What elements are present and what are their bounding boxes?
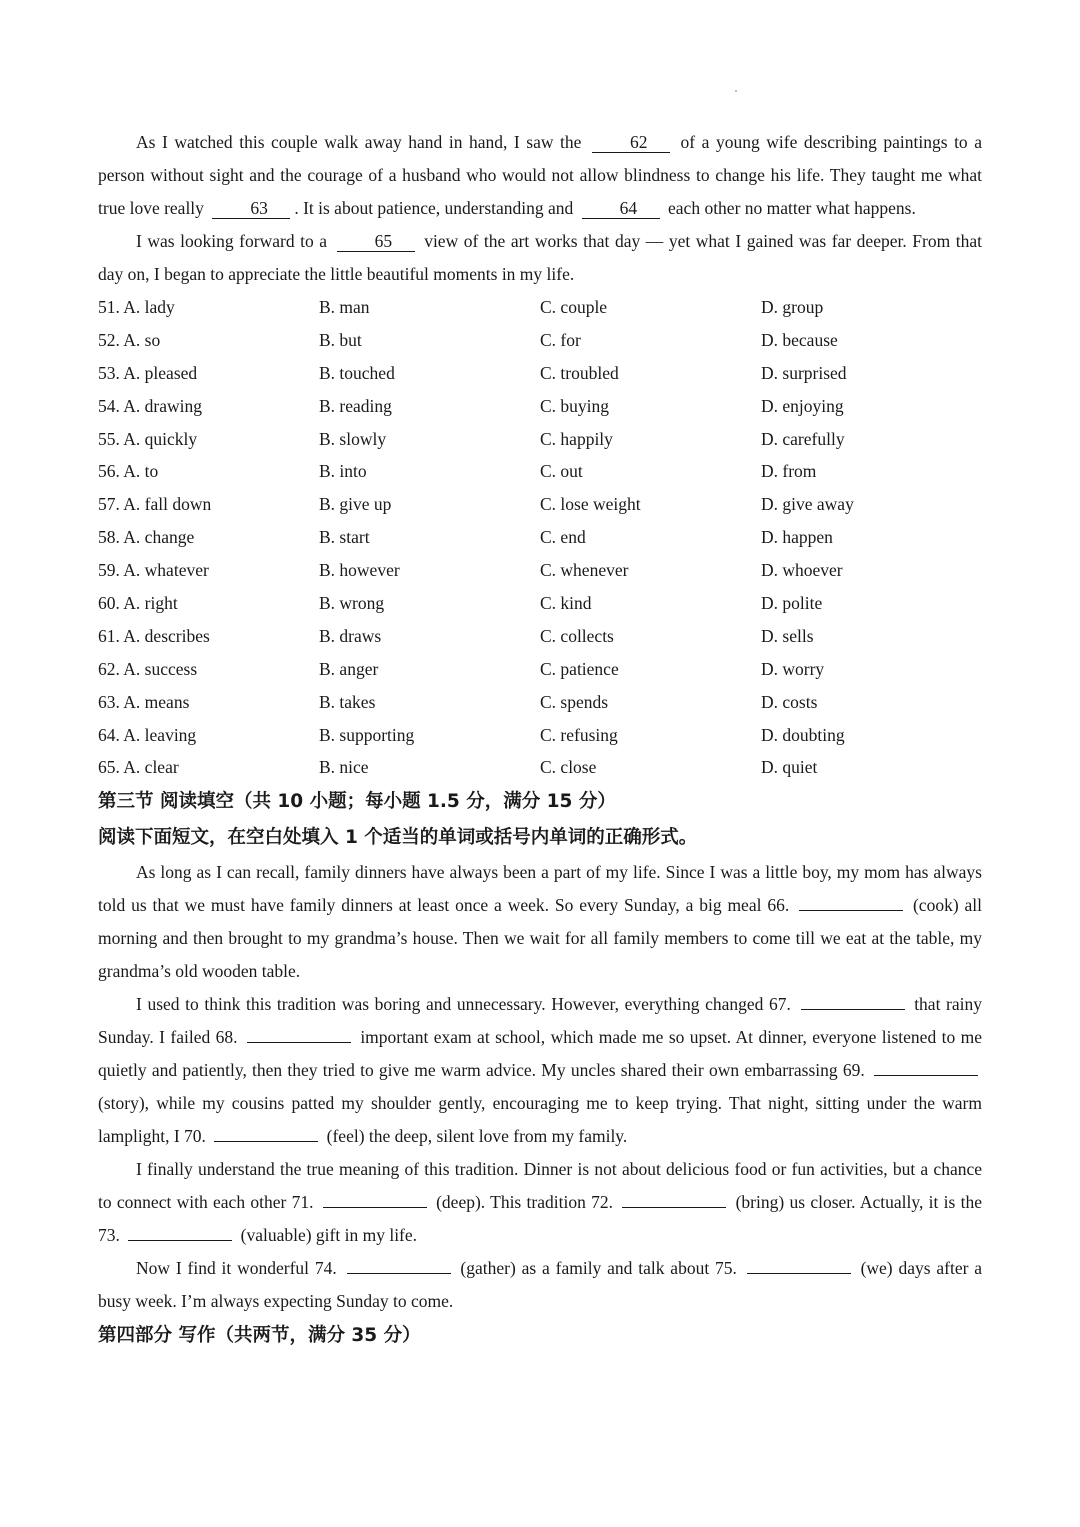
option-b: B. reading (319, 395, 392, 416)
option-row (98, 686, 982, 719)
option-d: D. give away (761, 494, 854, 515)
option-row (98, 587, 982, 620)
blank-62: 62 (592, 132, 670, 153)
option-row (98, 390, 982, 423)
blank-70[interactable] (214, 1141, 318, 1142)
scan-dot (735, 90, 737, 92)
option-a: 64. A. leaving (98, 724, 197, 745)
option-a: 56. A. to (98, 461, 159, 482)
option-d: D. happen (761, 527, 833, 548)
option-a: 58. A. change (98, 527, 195, 548)
option-a: 51. A. lady (98, 297, 175, 317)
cloze-paragraph-4 (98, 1252, 982, 1318)
blank-63: 63 (212, 198, 290, 219)
option-b: B. give up (319, 494, 392, 515)
option-d: D. doubting (761, 724, 845, 745)
option-c: C. refusing (540, 724, 618, 745)
option-d: D. polite (761, 593, 823, 614)
option-a: 52. A. so (98, 329, 161, 350)
option-b: B. nice (319, 757, 369, 778)
option-row (98, 455, 982, 488)
text: (valuable) gift in my life. (240, 1225, 418, 1246)
option-c: C. whenever (540, 560, 629, 581)
option-row (98, 357, 982, 390)
text: I finally understand the true meaning of this tradition. Dinner is not about delicious food or fun activities, but a chance to connect with each other 71. (98, 1159, 982, 1213)
option-b: B. wrong (319, 593, 385, 614)
text: (gather) as a family and talk about 75. (460, 1258, 737, 1279)
exam-page (98, 126, 982, 1354)
blank-72[interactable] (622, 1207, 726, 1208)
option-row (98, 620, 982, 653)
blank-73[interactable] (128, 1240, 232, 1241)
option-a: 61. A. describes (98, 625, 210, 646)
option-b: B. into (319, 461, 367, 482)
passage-paragraph-1 (98, 126, 982, 225)
option-row (98, 653, 982, 686)
option-d: D. group (761, 297, 824, 317)
cloze-paragraph-1 (98, 856, 982, 988)
blank-68[interactable] (247, 1042, 351, 1043)
text: (bring) us closer. Actually, it is the 73. (98, 1192, 983, 1246)
text: important exam at school, which made me so upset. At dinner, everyone listened to me quietly and patiently, then they tried to give me warm advice. My uncles shared their own embarrassing 69. (98, 1027, 982, 1081)
section4-heading: 第四部分 写作（共两节，满分 35 分） (98, 1325, 421, 1347)
text: As I watched this couple walk away hand in hand, I saw the (136, 132, 582, 152)
text: each other no matter what happens. (668, 198, 916, 218)
option-d: D. sells (761, 625, 814, 646)
passage-paragraph-2 (98, 225, 982, 291)
text: I was looking forward to a (136, 231, 328, 251)
blank-69[interactable] (874, 1075, 978, 1076)
text: Now I find it wonderful 74. (136, 1258, 337, 1279)
blank-75[interactable] (747, 1273, 851, 1274)
blank-66[interactable] (799, 910, 903, 911)
option-row (98, 291, 982, 324)
option-b: B. touched (319, 362, 395, 383)
option-b: B. man (319, 297, 370, 317)
option-b: B. draws (319, 625, 382, 646)
option-b: B. anger (319, 658, 379, 679)
option-b: B. supporting (319, 724, 415, 745)
option-c: C. lose weight (540, 494, 641, 515)
option-a: 54. A. drawing (98, 395, 203, 416)
option-c: C. end (540, 527, 586, 548)
blank-74[interactable] (347, 1273, 451, 1274)
text: view of the art works that day — yet what I gained was far deeper. From that day on, I began to appreciate the little beautiful moments in my life. (98, 231, 982, 284)
text: . It is about patience, understanding and (294, 198, 574, 218)
option-d: D. surprised (761, 362, 847, 383)
option-row (98, 488, 982, 521)
cloze-paragraph-3 (98, 1153, 982, 1252)
text: of a young wife describing paintings to a person without sight and the courage of a husband who would not allow blindness to change his life. They taught me what true love really (98, 132, 982, 218)
option-row (98, 751, 982, 784)
option-b: B. but (319, 329, 362, 350)
option-row (98, 719, 982, 752)
cloze-paragraph-2 (98, 988, 982, 1153)
option-d: D. because (761, 329, 838, 350)
option-c: C. kind (540, 593, 592, 614)
option-c: C. close (540, 757, 597, 778)
option-b: B. takes (319, 691, 376, 712)
option-d: D. whoever (761, 560, 843, 581)
text: (story), while my cousins patted my shoulder gently, encouraging me to keep trying. That night, sitting under the warm lamplight, I 70. (98, 1093, 982, 1147)
option-row (98, 324, 982, 357)
text: I used to think this tradition was boring and unnecessary. However, everything changed 67. (136, 994, 791, 1015)
option-a: 63. A. means (98, 691, 190, 712)
section3-instruction: 阅读下面短文，在空白处填入 1 个适当的单词或括号内单词的正确形式。 (98, 827, 698, 849)
option-row (98, 423, 982, 456)
option-d: D. costs (761, 691, 818, 712)
option-d: D. from (761, 461, 817, 482)
section3-heading: 第三节 阅读填空（共 10 小题；每小题 1.5 分，满分 15 分） (98, 791, 616, 813)
option-c: C. for (540, 329, 581, 350)
option-d: D. worry (761, 658, 825, 679)
text: that rainy Sunday. I failed 68. (98, 994, 983, 1048)
option-d: D. quiet (761, 757, 818, 778)
blank-67[interactable] (801, 1009, 905, 1010)
text: (deep). This tradition 72. (436, 1192, 614, 1213)
text: (cook) all morning and then brought to my grandma’s house. Then we wait for all family members to come till we eat at the table, my grandma’s old wooden table. (98, 895, 983, 982)
option-c: C. buying (540, 395, 610, 416)
option-d: D. enjoying (761, 395, 844, 416)
option-c: C. patience (540, 658, 619, 679)
option-c: C. collects (540, 625, 614, 646)
option-c: C. spends (540, 691, 609, 712)
text: As long as I can recall, family dinners have always been a part of my life. Since I was a little boy, my mom has always told us that we must have family dinners at least once a week. So every Sunday, a big meal 66. (98, 862, 982, 916)
blank-65: 65 (337, 231, 415, 252)
option-c: C. out (540, 461, 583, 482)
option-b: B. however (319, 560, 400, 581)
option-a: 65. A. clear (98, 757, 179, 778)
blank-64: 64 (582, 198, 660, 219)
option-c: C. couple (540, 297, 608, 317)
option-a: 55. A. quickly (98, 428, 198, 449)
option-row (98, 521, 982, 554)
option-a: 57. A. fall down (98, 494, 212, 515)
options-list (98, 291, 982, 784)
option-row (98, 554, 982, 587)
option-d: D. carefully (761, 428, 845, 449)
option-b: B. start (319, 527, 370, 548)
text: (feel) the deep, silent love from my family. (326, 1126, 628, 1147)
option-a: 60. A. right (98, 593, 178, 614)
text: (we) days after a busy week. I’m always expecting Sunday to come. (98, 1258, 983, 1312)
option-a: 53. A. pleased (98, 362, 198, 383)
option-a: 62. A. success (98, 658, 198, 679)
option-b: B. slowly (319, 428, 387, 449)
option-a: 59. A. whatever (98, 560, 209, 581)
option-c: C. troubled (540, 362, 619, 383)
blank-71[interactable] (323, 1207, 427, 1208)
option-c: C. happily (540, 428, 613, 449)
